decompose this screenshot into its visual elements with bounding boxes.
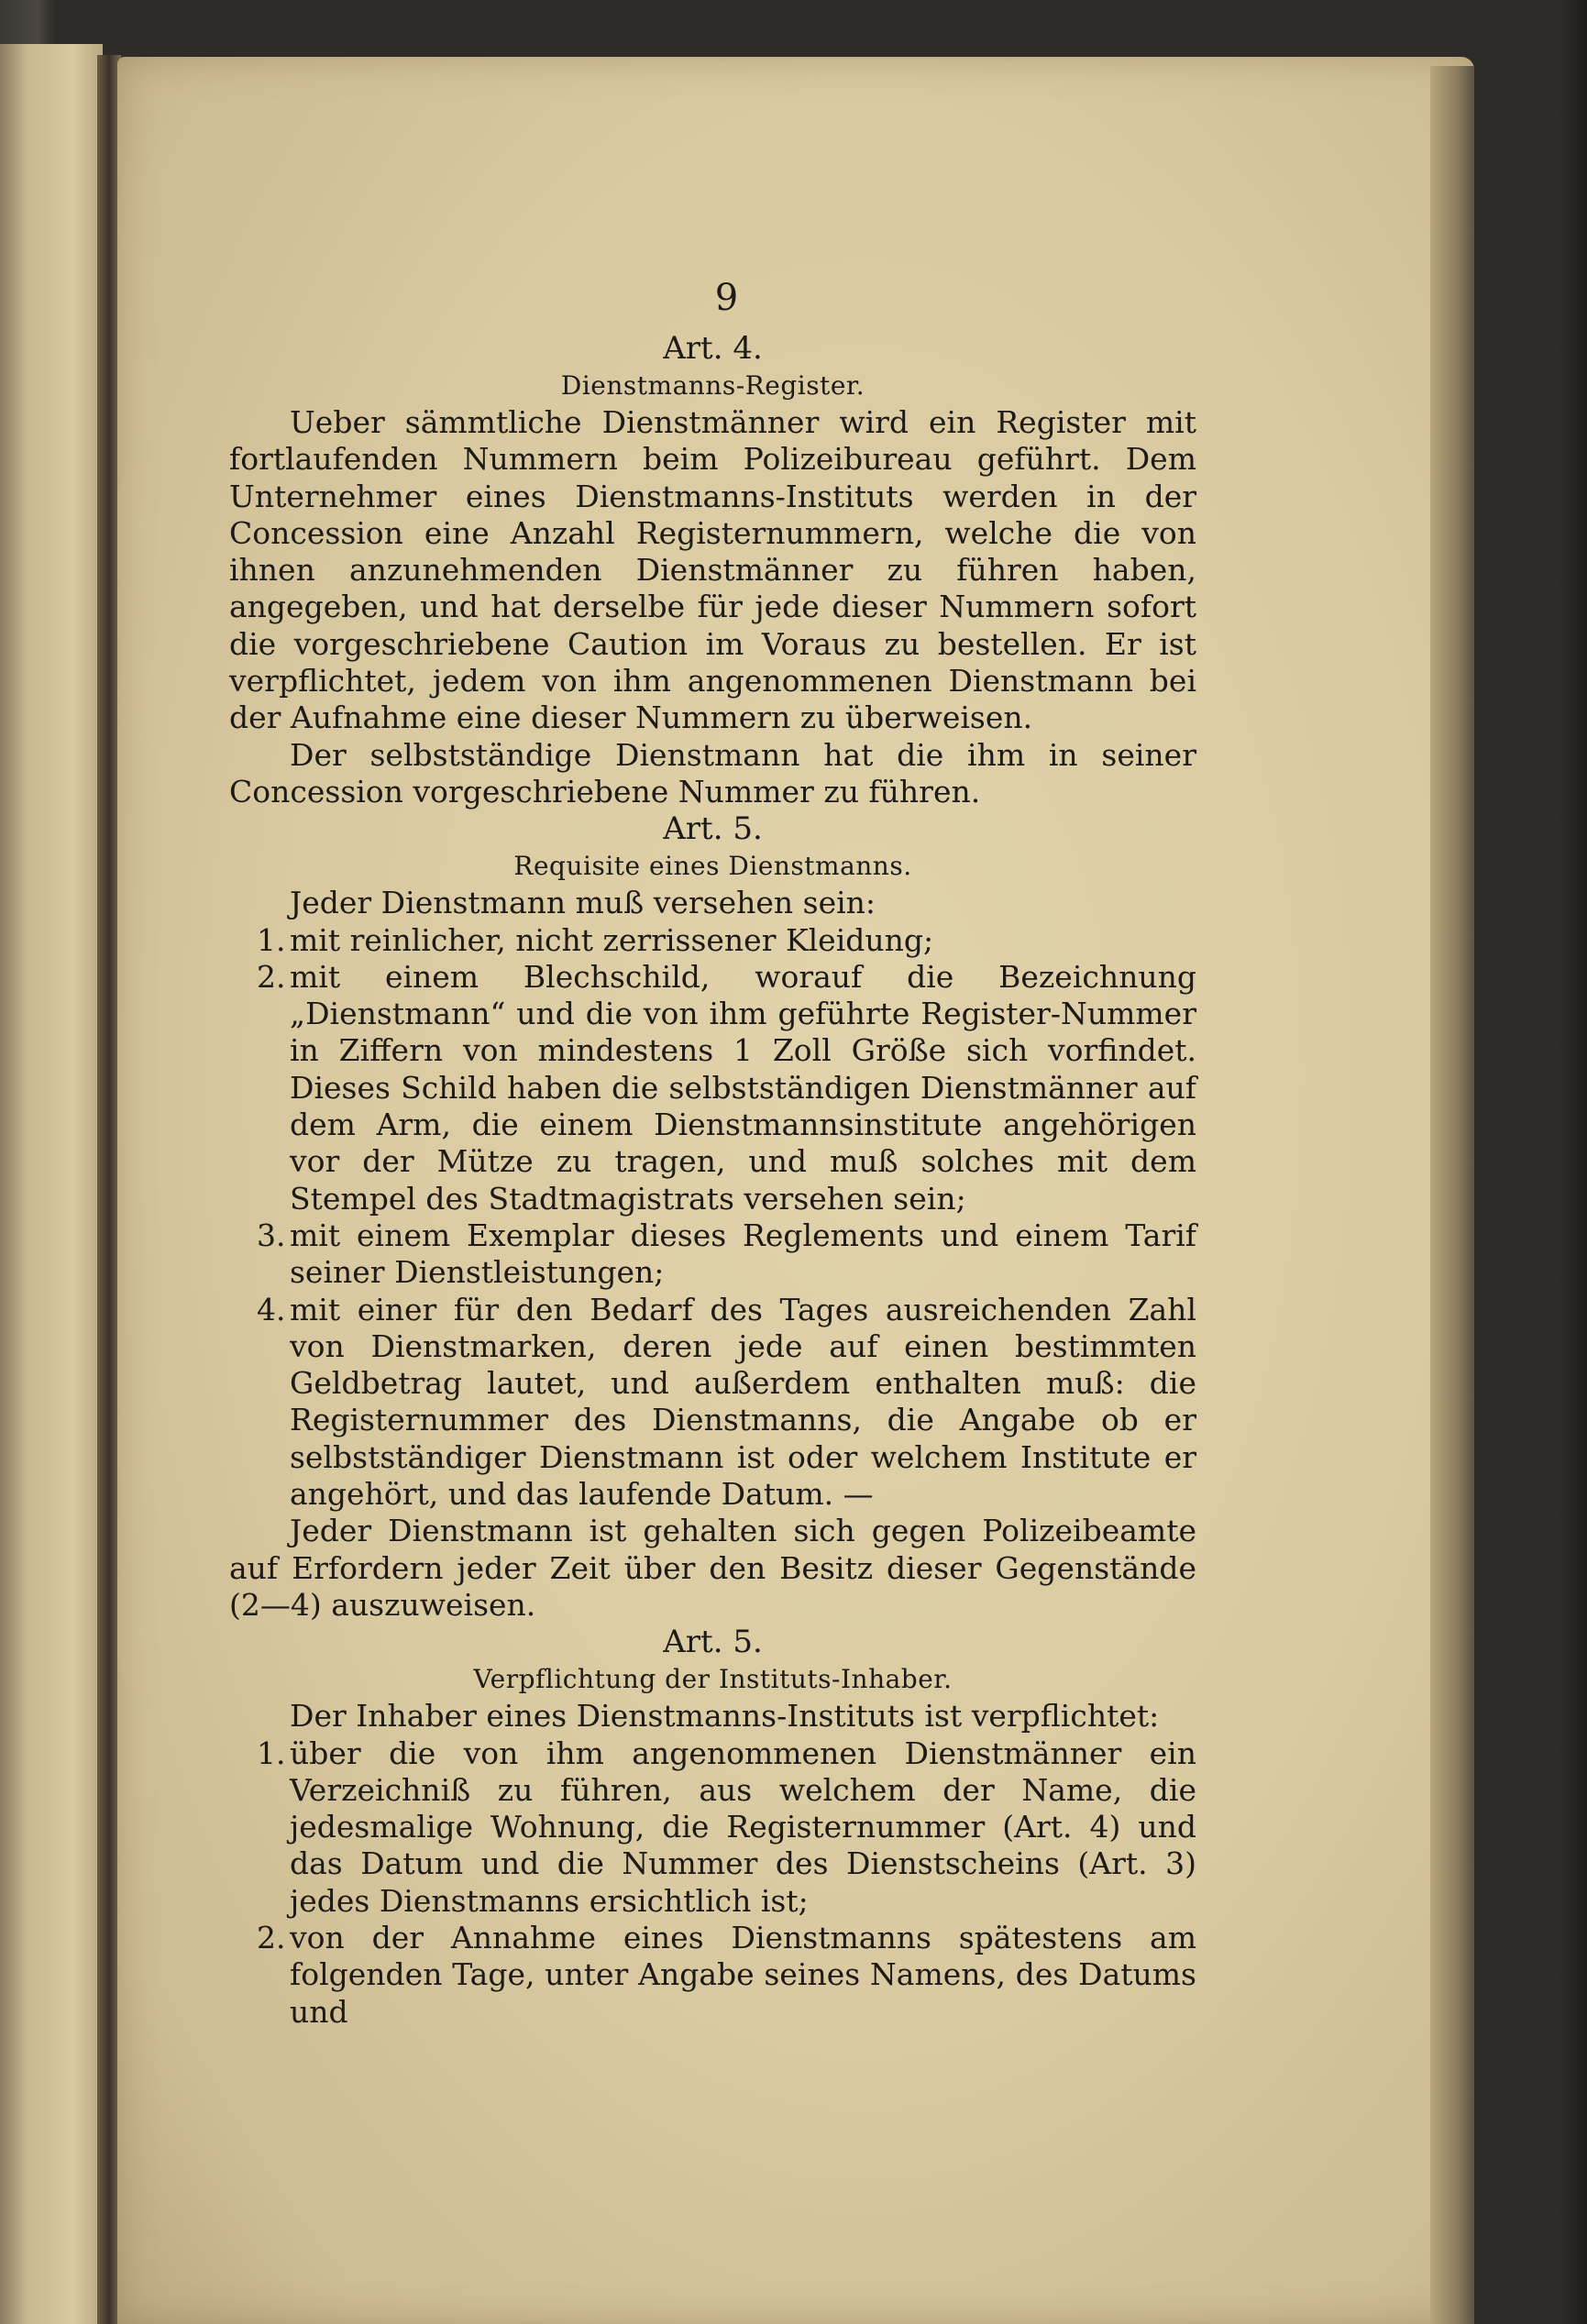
list-text: mit einem Blechschild, worauf die Bezeichnung „Dienstmann“ und die von ihm geführte Register-Nummer in Ziffern von mindestens 1 Zoll Größe sich vorfindet. Dieses Schild haben die selbstständigen Dienstmänner auf dem Arm, die einem Dienstmannsinstitute angehörigen vor der Mütze zu tragen, und muß solches mit dem Stempel des Stadtmagistrats versehen sein; [290,958,1196,1217]
list-text: mit reinlicher, nicht zerrissener Kleidung; [290,921,934,958]
list-text: mit einer für den Bedarf des Tages ausreichenden Zahl von Dienstmarken, deren jede auf einen bestimmten Geldbetrag lautet, und außerdem enthalten muß: die Registernummer des Dienstmanns, die Angabe ob er selbstständiger Dienstmann ist oder welchem Institute er angehört, und das laufende Datum. — [290,1291,1196,1513]
page-edge-shadow [1430,66,1474,2324]
paragraph: Der Inhaber eines Dienstmanns-Instituts ist verpflichtet: [290,1698,1160,1735]
list-text: von der Annahme eines Dienstmanns spätestens am folgenden Tage, unter Angabe seines Namens, des Datums und [290,1919,1196,2030]
list-number: 2. [257,1919,286,1955]
article-heading: Art. 5. [663,810,763,848]
obligation-list [229,1735,1196,2031]
list-number: 1. [257,921,286,958]
list-number: 2. [257,958,286,995]
paragraph: Jeder Dienstmann muß versehen sein: [290,885,876,921]
requisite-list [229,922,1196,1514]
list-item [257,1217,1196,1292]
list-item [257,1919,1196,2031]
paragraph: Jeder Dienstmann ist gehalten sich gegen Polizeibeamte auf Erfordern jeder Zeit über den Besitz dieser Gegenstände (2—4) auszuweisen. [229,1513,1196,1623]
article-subheading: Verpflichtung der Instituts-Inhaber. [473,1664,953,1695]
page-number: 9 [714,277,739,319]
list-item [257,921,1196,959]
list-number: 4. [257,1291,286,1327]
paragraph: Der selbstständige Dienstmann hat die ihm in seiner Concession vorgeschriebene Nummer zu führen. [229,736,1196,810]
paragraph: Ueber sämmtliche Dienstmänner wird ein Register mit fortlaufenden Nummern beim Polizeibureau geführt. Dem Unternehmer eines Dienstmanns-Instituts werden in der Concession eine Anzahl Registernummern, welche die von ihnen anzunehmenden Dienstmänner zu führen haben, angegeben, und hat derselbe für jede dieser Nummern sofort die vorgeschriebene Caution im Voraus zu bestellen. Er ist verpflichtet, jedem von ihm angenommenen Dienstmann bei der Aufnahme eine dieser Nummern zu überweisen. [229,404,1196,736]
list-number: 1. [257,1735,286,1771]
article-heading: Art. 4. [663,330,763,367]
article-heading: Art. 5. [663,1624,763,1661]
list-item [257,958,1196,1217]
page-text [229,275,1196,2031]
article-subheading: Requisite eines Dienstmanns. [513,851,912,882]
list-text: mit einem Exemplar dieses Reglements und einem Tarif seiner Dienstleistungen; [290,1217,1196,1291]
list-item [257,1735,1196,1920]
facing-page-edge [0,44,103,2324]
list-item [257,1291,1196,1514]
article-subheading: Dienstmanns-Register. [560,370,865,401]
list-number: 3. [257,1217,286,1253]
list-text: über die von ihm angenommenen Dienstmänner ein Verzeichniß zu führen, aus welchem der Name, die jedesmalige Wohnung, die Registernummer (Art. 4) und das Datum und die Nummer des Dienstscheins (Art. 3) jedes Dienstmanns ersichtlich ist; [290,1735,1196,1919]
